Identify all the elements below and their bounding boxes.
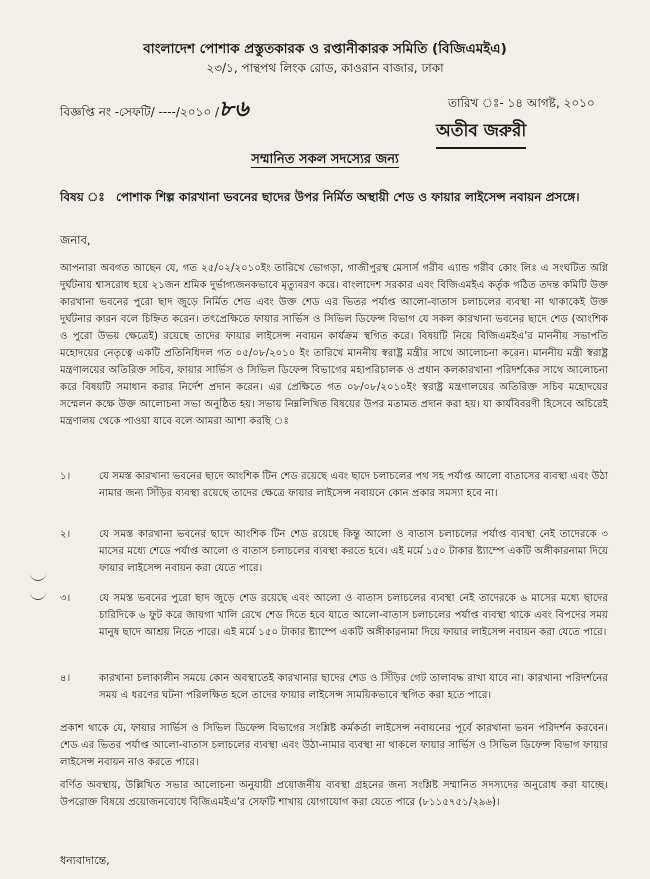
list-item-number: ২। [60,529,71,540]
reference-prefix: বিজ্ঞপ্তি নং -সেফটি/ ----/২০১০ / [60,105,219,119]
letter-date: তারিখ ঃ- ১৪ আগষ্ট, ২০১০ [448,96,595,110]
list-item-number: ৩। [60,593,71,604]
subject-text: পোশাক শিল্প কারখানা ভবনের ছাদের উপর নির্মিত অস্থায়ী শেড ও ফায়ার লাইসেন্স নবায়ন প্রসঙ্গে। [116,190,580,204]
reference-number [60,92,250,129]
list-item-text: কারখানা চলাকালীন সময়ে কোন অবস্থাতেই কারখানার ছাদের শেড ও সিঁড়ির গেট তালাবদ্ধ রাখা যাবে না। কারখানা পরিদর্শনের সময় এ ধরণের ঘটনা পরিলক্ষিত হলে তাদের ফায়ার লাইসেন্স সাময়িকভাবে স্থগিত করা হতে পারে। [99,673,608,701]
greeting: জনাব, [60,233,91,247]
addressee-title [0,150,650,171]
organization-address: ২৩/১, পান্থপথ লিংক রোড, কাওরান বাজার, ঢাকা [206,61,444,75]
organization-name: বাংলাদেশ পোশাক প্রস্তুতকারক ও রপ্তানীকারক সমিতি (বিজিএমইএ) [143,41,507,57]
punch-hole-mark [30,591,46,600]
closing-text: ধন্যবাদান্তে, [60,854,110,867]
subject-line [60,189,620,209]
body-paragraph-inspection: প্রকাশ থাকে যে, ফায়ার সার্ভিস ও সিভিল ডিফেন্স বিভাগের সংশ্লিষ্ট কর্মকর্তা লাইসেন্স নবায়নের পূর্বে কারখানা ভবন পরিদর্শন করবেন। শেড এর ভিতর পর্যাপ্ত আলো-বাতাস চলাচলের ব্যবস্থা এবং উঠা-নামার ব্যবস্থা না থাকলে ফায়ার সার্ভিস ও সিভিল ডিফেন্স বিভাগ ফায়ার লাইসেন্স নবায়ন নাও করতে পারে। [60,723,608,768]
subject-label: বিষয় ঃ [60,190,105,204]
urgent-label: অতীব জরুরী [436,118,526,149]
body-paragraph-request: বর্ণিত অবস্থায়, উল্লিখিত সভার আলোচনা অনুযায়ী প্রয়োজনীয় ব্যবস্থা গ্রহনের জন্য সংশ্লিষ্ট সম্মানিত সদস্যদের অনুরোধ করা যাচ্ছে। উপরোক্ত বিষয়ে প্রয়োজনবোধে বিজিএমইএ'র সেফটি শাখায় যোগাযোগ করা যেতে পারে (৮১১৫৭৫১/২৯৬)। [60,780,608,808]
list-item-number: ১। [60,471,71,482]
list-item-text: যে সমস্ত ভবনের পুরো ছাদ জুড়ে শেড রয়েছে এবং আলো ও বাতাস চলাচলের ব্যবস্থা নেই তাদেরকে ৬ মাসের মধ্যে ছাদের চারিদিকে ৬ ফুট করে জায়গা খালি রেখে শেড দিতে হবে যাতে আলো-বাতাস চলাচলের পর্যাপ্ত ব্যবস্থা থাকে এবং বিপদের সময় মানুষ ছাদে আশ্রয় নিতে পারে। এই মর্মে ১৫০ টাকার ষ্ট্যাম্পে একটি অঙ্গীকারনামা দিয়ে ফায়ার লাইসেন্স নবায়ন করা যেতে পারে। [99,593,608,638]
body-paragraph-intro: আপনারা অবগত আছেন যে, গত ২৫/০২/২০১০ইং তারিখে ভোগড়া, গাজীপুরস্থ মেসার্স গরীব এ্যান্ড গরীব কোং লিঃ এ সংঘটিত অগ্নি দুর্ঘটনায় শ্বাসরোধ হয়ে ২১জন শ্রমিক দুর্ভাগ্যজনকভাবে মৃত্যুবরণ করে। বাংলাদেশ সরকার এবং বিজিএমইএ কর্তৃক গঠিত তদন্ত কমিটি উক্ত কারখানা ভবনের পুরো ছাদ জুড়ে নির্মিত শেড এবং উক্ত শেড এর ভিতর পর্যাপ্ত আলো-বাতাস চলাচলের ব্যবস্থা না থাকাকেই উক্ত দুর্ঘটনার কারন বলে চিহ্নিত করেন। তৎপ্রেক্ষিতে ফায়ার সার্ভিস ও সিভিল ডিফেন্স বিভাগ যে সকল কারখানা ভবনের ছাদে শেড (আংশিক ও পুরো উভয় ক্ষেত্রেই) রয়েছে তাদের ফায়ার লাইসেন্স নবায়ন কার্যক্রম স্থগিত করে। বিষয়টি নিয়ে বিজিএমইএ'র মাননীয় সভাপতি মহোদয়ের নেতৃত্বে একটি প্রতিনিধিদল গত ০৫/০৮/২০১০ ইং তারিখে মাননীয় স্বরাষ্ট্র মন্ত্রীর সাথে আলোচনা করেন। মাননীয় মন্ত্রী স্বরাষ্ট্র মন্ত্রণালয়ের অতিরিক্ত সচিব, ফায়ার সার্ভিস ও সিভিল ডিফেন্স বিভাগের মহাপরিচালক ও প্রধান কলকারখানা পরিদর্শকের সাথে আলোচনা করে বিষয়টি সমাধান করার নির্দেশ প্রদান করেন। এর প্রেক্ষিতে গত ০৮/০৮/২০১০ইং স্বরাষ্ট্র মন্ত্রণালয়ের অতিরিক্ত সচিব মহোদয়ের সম্মেলন কক্ষে উক্ত আলোচনা সভা অনুষ্ঠিত হয়। সভায় নিম্নলিখিত বিষয়ের উপর মতামত প্রদান করা হয়। যা কার্যবিবরণী হিসেবে অচিরেই মন্ত্রণালয় থেকে পাওয়া যাবে বলে আমরা আশা করছি ঃ [60,263,608,427]
reference-handwritten-number: ৮৬ [219,96,250,122]
addressee-title-text: সম্মানিত সকল সদস্যের জন্য [251,152,399,167]
list-item-number: ৪। [60,673,71,684]
list-item-text: যে সমস্ত কারখানা ভবনের ছাদে আংশিক টিন শেড রয়েছে কিন্তু আলো ও বাতাস চলাচলের পর্যাপ্ত ব্যবস্থা নেই তাদেরকে ৩ মাসের মধ্যে শেডে পর্যাপ্ত আলো ও বাতাস চলাচলের ব্যবস্থা করতে হবে। এই মর্মে ১৫০ টাকার ষ্ট্যাম্পে একটি অঙ্গীকারনামা দিয়ে ফায়ার লাইসেন্স নবায়ন করা যেতে পারে। [99,529,608,574]
punch-hole-mark [30,572,46,581]
list-item-text: যে সমস্ত কারখানা ভবনের ছাদে আংশিক টিন শেড রয়েছে এবং ছাদে চলাচলের পথ সহ পর্যাপ্ত আলো বাতাসের ব্যবস্থা এবং উঠা নামার জন্য সিঁড়ির ব্যবস্থা রয়েছে তাদের ক্ষেত্রে ফায়ার লাইসেন্স নবায়নে কোন প্রকার সমস্যা হবে না। [99,471,608,499]
